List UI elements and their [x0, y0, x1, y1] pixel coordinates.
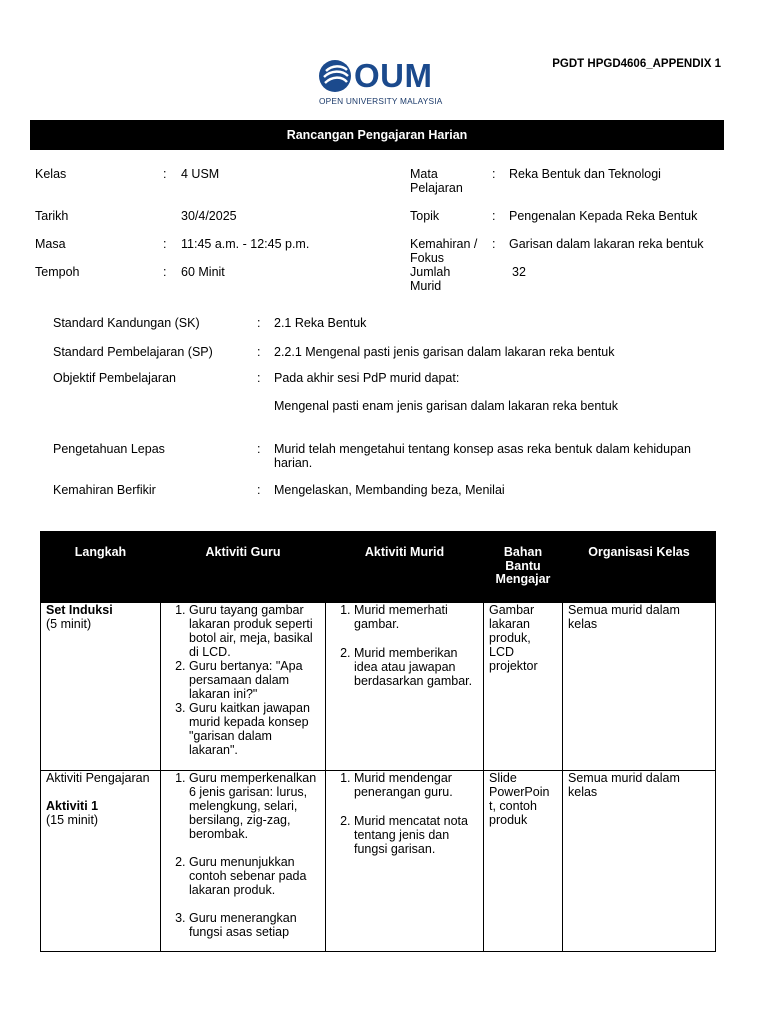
kemahiran-fokus-colon: :: [492, 237, 496, 251]
tarikh-label: Tarikh: [35, 209, 69, 223]
topik-label: Topik: [410, 209, 440, 223]
step-time: (5 minit): [46, 617, 92, 631]
objektif-detail: Mengenal pasti enam jenis garisan dalam lakaran reka bentuk: [274, 399, 618, 413]
kemahiran-berfikir-colon: :: [257, 483, 261, 497]
list-item: 2. Guru menunjukkan contoh sebenar pada lakaran produk.: [189, 855, 320, 897]
murid-cell: [326, 603, 484, 771]
objektif-value: Pada akhir sesi PdP murid dapat:: [274, 371, 460, 385]
sp-label: Standard Pembelajaran (SP): [53, 345, 213, 359]
list-item: 2. Guru bertanya: "Apa persamaan dalam lakaran ini?": [189, 659, 320, 701]
masa-colon: :: [163, 237, 167, 251]
mata-pelajaran-colon: :: [492, 167, 496, 181]
tempoh-label: Tempoh: [35, 265, 80, 279]
tempoh-value: 60 Minit: [181, 265, 225, 279]
step-title: Aktiviti Pengajaran: [46, 771, 150, 785]
header-langkah: Langkah: [41, 532, 161, 603]
lesson-plan-table: [40, 531, 716, 952]
step-cell: [41, 771, 161, 952]
list-item: 3. Guru kaitkan jawapan murid kepada konsep "garisan dalam lakaran".: [189, 701, 320, 757]
list-item: 1. Guru memperkenalkan 6 jenis garisan: lurus, melengkung, selari, bersilang, zig-zag, berombak.: [189, 771, 320, 841]
sp-value: 2.2.1 Mengenal pasti jenis garisan dalam lakaran reka bentuk: [274, 345, 615, 359]
list-item: 2. Murid mencatat nota tentang jenis dan fungsi garisan.: [354, 814, 478, 856]
list-item: 1. Murid memerhati gambar.: [354, 603, 478, 631]
jumlah-murid-value: 32: [512, 265, 526, 279]
sk-label: Standard Kandungan (SK): [53, 316, 200, 330]
tarikh-value: 30/4/2025: [181, 209, 237, 223]
kemahiran-fokus-value: Garisan dalam lakaran reka bentuk: [509, 237, 704, 251]
step-subtitle: Aktiviti 1: [46, 799, 99, 813]
step-cell: [41, 603, 161, 771]
objektif-label: Objektif Pembelajaran: [53, 371, 176, 385]
oum-logo: [318, 59, 453, 109]
topik-value: Pengenalan Kepada Reka Bentuk: [509, 209, 698, 223]
bahan-cell: Slide PowerPoin t, contoh produk: [484, 771, 563, 952]
mata-pelajaran-value: Reka Bentuk dan Teknologi: [509, 167, 661, 181]
kemahiran-berfikir-value: Mengelaskan, Membanding beza, Menilai: [274, 483, 505, 497]
step-time: (15 minit): [46, 813, 99, 827]
logo-wordmark: OUM: [354, 57, 433, 94]
guru-cell: [161, 603, 326, 771]
masa-value: 11:45 a.m. - 12:45 p.m.: [181, 237, 310, 251]
bahan-cell: Gambar lakaran produk, LCD projektor: [484, 603, 563, 771]
kelas-value: 4 USM: [181, 167, 220, 181]
oum-globe-icon: [318, 59, 352, 93]
organisasi-cell: Semua murid dalam kelas: [563, 771, 716, 952]
sk-colon: :: [257, 316, 261, 330]
masa-label: Masa: [35, 237, 66, 251]
header-aktiviti-guru: Aktiviti Guru: [161, 532, 326, 603]
kelas-label: Kelas: [35, 167, 67, 181]
document-title-bar: Rancangan Pengajaran Harian: [30, 120, 724, 150]
pengetahuan-lepas-label: Pengetahuan Lepas: [53, 442, 165, 456]
list-item: 1. Murid mendengar penerangan guru.: [354, 771, 478, 799]
mata-pelajaran-label: Mata Pelajaran: [410, 167, 463, 195]
table-row: [41, 603, 716, 771]
list-item: 3. Guru menerangkan fungsi asas setiap: [189, 911, 320, 939]
logo-subtitle: OPEN UNIVERSITY MALAYSIA: [319, 96, 443, 106]
sp-colon: :: [257, 345, 261, 359]
jumlah-murid-label: Jumlah Murid: [410, 265, 451, 293]
table-header-row: [41, 532, 716, 603]
sk-value: 2.1 Reka Bentuk: [274, 316, 367, 330]
murid-cell: [326, 771, 484, 952]
kemahiran-fokus-label: Kemahiran / Fokus: [410, 237, 478, 265]
tempoh-colon: :: [163, 265, 167, 279]
objektif-colon: :: [257, 371, 261, 385]
header-aktiviti-murid: Aktiviti Murid: [326, 532, 484, 603]
guru-cell: [161, 771, 326, 952]
step-title: Set Induksi: [46, 603, 113, 617]
topik-colon: :: [492, 209, 496, 223]
kelas-colon: :: [163, 167, 167, 181]
pengetahuan-lepas-colon: :: [257, 442, 261, 456]
list-item: 2. Murid memberikan idea atau jawapan berdasarkan gambar.: [354, 646, 478, 688]
document-code: PGDT HPGD4606_APPENDIX 1: [552, 58, 721, 70]
header-organisasi-kelas: Organisasi Kelas: [563, 532, 716, 603]
organisasi-cell: Semua murid dalam kelas: [563, 603, 716, 771]
header-bahan-bantu-mengajar: Bahan Bantu Mengajar: [484, 532, 563, 603]
list-item: 1. Guru tayang gambar lakaran produk seperti botol air, meja, basikal di LCD.: [189, 603, 320, 659]
table-row: [41, 771, 716, 952]
kemahiran-berfikir-label: Kemahiran Berfikir: [53, 483, 156, 497]
pengetahuan-lepas-value: Murid telah mengetahui tentang konsep asas reka bentuk dalam kehidupan harian.: [274, 442, 691, 470]
